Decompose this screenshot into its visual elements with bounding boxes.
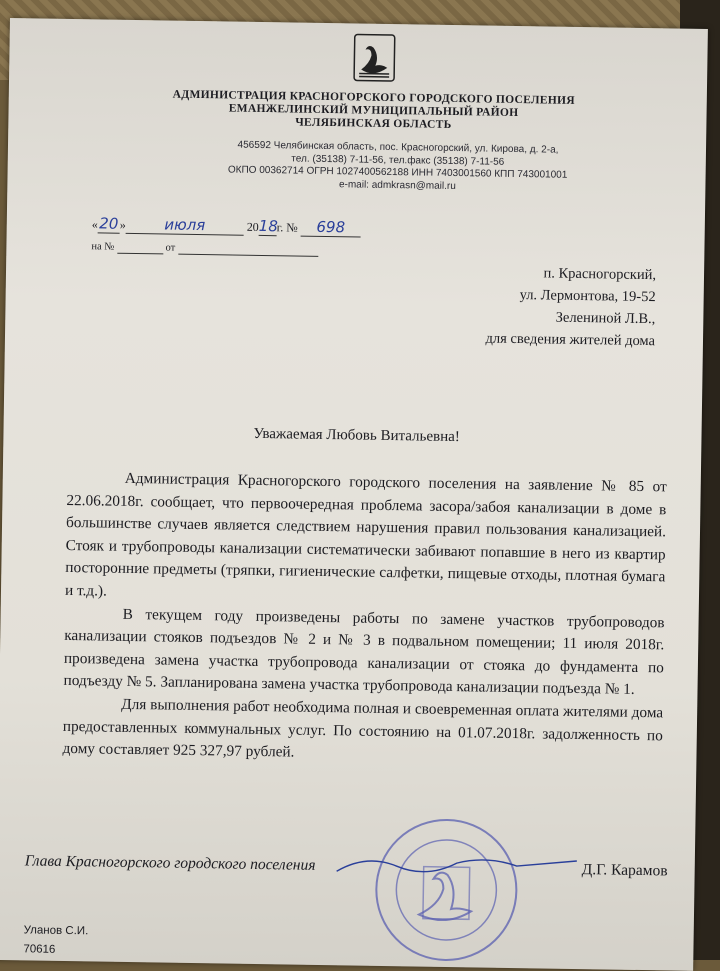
outgoing-number: 698 [301, 218, 361, 238]
reference-from: от [165, 242, 176, 254]
open-quote: « [91, 217, 98, 232]
registry-codes: ОКПО 00362714 ОГРН 1027400562188 ИНН 7403001560 КПП 743001001 [227, 164, 568, 181]
letterhead-contacts [207, 139, 588, 195]
executor-name: Уланов С.И. [23, 924, 89, 938]
letterhead-line1: АДМИНИСТРАЦИЯ КРАСНОГОРСКОГО ГОРОДСКОГО ПОСЕЛЕНИЯ [172, 88, 576, 107]
email: e-mail: admkrasn@mail.ru [338, 178, 456, 192]
recipient-block [425, 261, 656, 353]
paragraph-2: В текущем году произведены работы по замене участков трубопроводов канализации стояков подъездов № 2 и № 3 в подвальном помещении; 11 июля 2018г. произведена замена участка трубопровода канализации от стояка до фундамента по подъезду № 5. Запланирована замена участка трубопровода канализации подъезда № 1. [63, 605, 665, 699]
reference-label: на № [91, 241, 115, 253]
close-quote: » [119, 217, 126, 232]
recipient-line2: ул. Лермонтова, 19-52 [519, 287, 656, 306]
date-month: июля [126, 215, 244, 236]
paragraph-1: Администрация Красногорского городского поселения на заявление № 85 от 22.06.2018г. сообщает, что первоочередная проблема засора/забоя канализации в доме в большинстве случаев является следствием нарушения правил пользования канализацией. Стояк и трубопроводы канализации систематически забивают попавшие в него из квартир посторонние предметы (тряпки, гигиенические салфетки, пищевые отходы, плотная бумага и т.д.). [64, 469, 667, 600]
executor-phone: 70616 [23, 943, 56, 956]
date-year: 18 [258, 216, 278, 236]
recipient-line3: Зелениной Л.В., [555, 309, 656, 328]
swan-emblem-icon [353, 33, 396, 84]
executor-info [23, 921, 88, 960]
letterhead-line3: ЧЕЛЯБИНСКАЯ ОБЛАСТЬ [295, 116, 452, 131]
letter-page [0, 18, 708, 971]
handwritten-signature [326, 843, 587, 887]
phones: тел. (35138) 7-11-56, тел.факс (35138) 7-11-56 [291, 152, 505, 168]
year-mark: г. № [276, 220, 298, 235]
address: 456592 Челябинская область, пос. Красногорский, ул. Кирова, д. 2-а, [237, 139, 559, 156]
date-day: 20 [99, 214, 119, 233]
signatory-title: Глава Красногорского городского поселения [24, 852, 316, 874]
recipient-line1: п. Красногорский, [543, 265, 657, 284]
recipient-line4: для сведения жителей дома [485, 330, 656, 350]
reference-line [91, 241, 318, 257]
letterhead [148, 88, 599, 134]
year-prefix: 20 [246, 219, 259, 234]
letterhead-line2: ЕМАНЖЕЛИНСКИЙ МУНИЦИПАЛЬНЫЙ РАЙОН [228, 102, 519, 119]
outgoing-date-number [92, 214, 361, 237]
signatory-name: Д.Г. Карамов [581, 861, 668, 880]
letter-body [62, 467, 667, 770]
paragraph-3: Для выполнения работ необходима полная и своевременная оплата жителями дома предоставленных коммунальных услуг. По состоянию на 01.07.2018г. задолженность по дому составляет 925 327,97 рублей. [62, 695, 664, 761]
salutation: Уважаемая Любовь Витальевна! [253, 425, 460, 446]
official-stamp [370, 814, 522, 966]
